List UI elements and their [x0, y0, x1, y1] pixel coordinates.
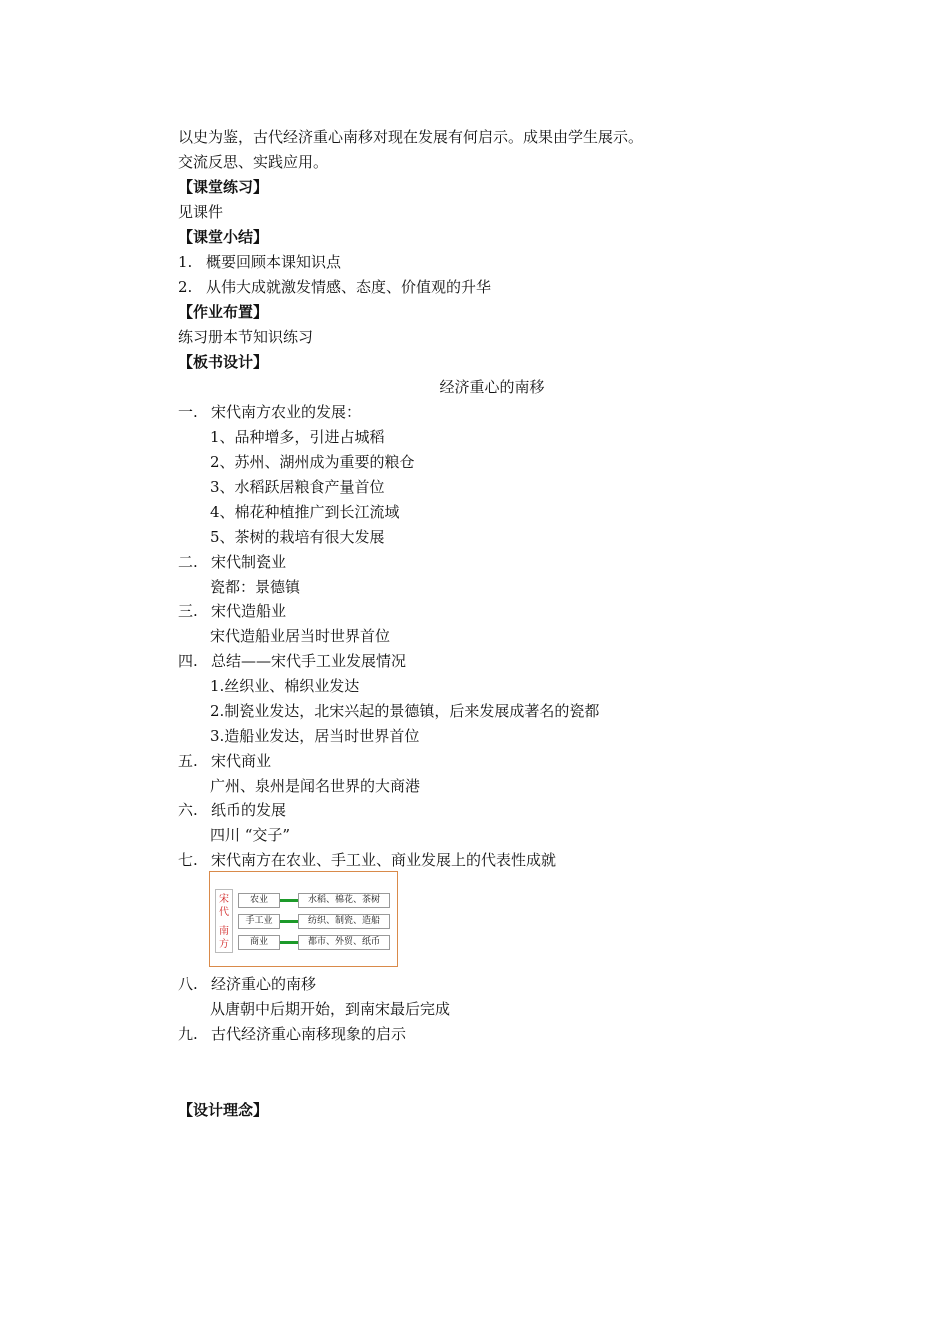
section-3 [178, 601, 286, 621]
section-text: 纸币的发展 [211, 801, 287, 819]
section-8-item-1: 从唐朝中后期开始，到南宋最后完成 [210, 1000, 451, 1018]
summary-item-text: 从伟大成就激发情感、态度、价值观的升华 [206, 278, 492, 296]
board-title: 经济重心的南移 [439, 378, 545, 396]
section-4 [178, 651, 406, 671]
achievement-diagram [209, 871, 398, 967]
side-char: 南 [219, 926, 229, 937]
section-text: 宋代造船业 [211, 602, 287, 620]
section-2-item-1: 瓷都：景德镇 [210, 578, 301, 596]
section-text: 宋代商业 [211, 752, 272, 770]
homework-text: 练习册本节知识练习 [178, 328, 314, 346]
section-text: 古代经济重心南移现象的启示 [211, 1025, 407, 1043]
design-heading: 【设计理念】 [178, 1101, 269, 1119]
section-5-item-1: 广州、泉州是闻名世界的大商港 [210, 777, 421, 795]
board-heading: 【板书设计】 [178, 353, 269, 371]
section-num: 一. [178, 403, 198, 421]
section-num: 二. [178, 553, 198, 571]
summary-item-text: 概要回顾本课知识点 [206, 253, 342, 271]
summary-item-1 [178, 252, 341, 272]
section-8 [178, 974, 316, 994]
section-9 [178, 1024, 406, 1044]
side-char: 方 [219, 939, 229, 950]
section-text: 总结——宋代手工业发展情况 [211, 652, 407, 670]
section-4-item-1: 1.丝织业、棉织业发达 [210, 677, 360, 695]
section-text: 宋代南方农业的发展： [211, 403, 362, 421]
diagram-result-handicraft: 纺织、制瓷、造船 [298, 914, 390, 929]
section-text: 宋代南方在农业、手工业、商业发展上的代表性成就 [211, 851, 557, 869]
section-6-item-1: 四川 “交子” [210, 826, 291, 844]
diagram-result-commerce: 都市、外贸、纸币 [298, 935, 390, 950]
section-4-item-3: 3.造船业发达，居当时世界首位 [210, 727, 420, 745]
section-num: 七. [178, 851, 198, 869]
diagram-label-commerce: 商业 [238, 935, 280, 950]
intro-line-1: 以史为鉴，古代经济重心南移对现在发展有何启示。成果由学生展示。 [178, 128, 644, 146]
section-num: 三. [178, 602, 198, 620]
section-5 [178, 751, 271, 771]
diagram-connector [280, 920, 298, 923]
side-char: 宋 [219, 894, 229, 905]
diagram-label-agriculture: 农业 [238, 893, 280, 908]
section-num: 五. [178, 752, 198, 770]
diagram-result-agriculture: 水稻、棉花、茶树 [298, 893, 390, 908]
summary-item-num: 1. [178, 253, 193, 271]
section-1-item-5: 5、茶树的栽培有很大发展 [210, 528, 385, 546]
section-1-item-3: 3、水稻跃居粮食产量首位 [210, 478, 385, 496]
section-1 [178, 402, 361, 422]
summary-item-2 [178, 277, 491, 297]
summary-item-num: 2. [178, 278, 193, 296]
section-num: 六. [178, 801, 198, 819]
diagram-label-handicraft: 手工业 [238, 914, 280, 929]
section-num: 八. [178, 975, 198, 993]
intro-line-2: 交流反思、实践应用。 [178, 153, 329, 171]
homework-heading: 【作业布置】 [178, 303, 269, 321]
section-1-item-1: 1、品种增多，引进占城稻 [210, 428, 385, 446]
section-1-item-4: 4、棉花种植推广到长江流域 [210, 503, 400, 521]
section-num: 九. [178, 1025, 198, 1043]
side-char: 代 [219, 907, 229, 918]
summary-heading: 【课堂小结】 [178, 228, 269, 246]
diagram-connector [280, 941, 298, 944]
section-4-item-2: 2.制瓷业发达，北宋兴起的景德镇，后来发展成著名的瓷都 [210, 702, 600, 720]
section-2 [178, 552, 286, 572]
practice-heading: 【课堂练习】 [178, 178, 269, 196]
section-1-item-2: 2、苏州、湖州成为重要的粮仓 [210, 453, 415, 471]
section-6 [178, 800, 286, 820]
diagram-side-label [215, 889, 233, 953]
section-3-item-1: 宋代造船业居当时世界首位 [210, 627, 391, 645]
section-7 [178, 850, 556, 870]
section-num: 四. [178, 652, 198, 670]
practice-text: 见课件 [178, 203, 224, 221]
section-text: 宋代制瓷业 [211, 553, 287, 571]
section-text: 经济重心的南移 [211, 975, 317, 993]
diagram-connector [280, 899, 298, 902]
